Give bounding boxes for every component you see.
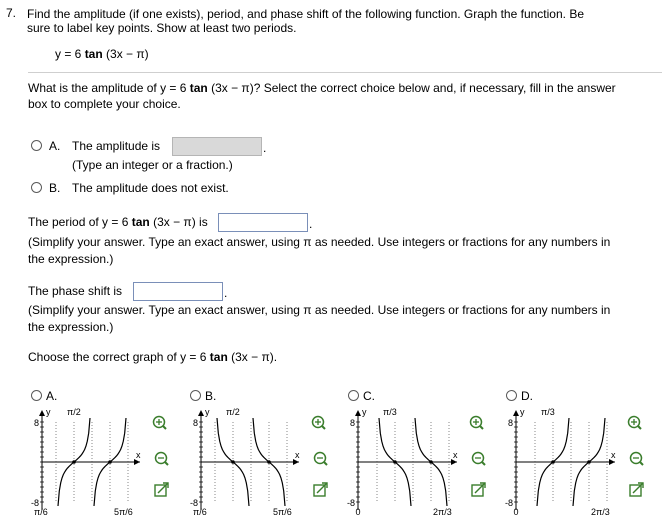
zoom-out-handle bbox=[324, 462, 327, 465]
graph-option-d[interactable] bbox=[503, 402, 653, 524]
phase-input[interactable] bbox=[133, 282, 223, 301]
graph-option-c-radio[interactable] bbox=[348, 390, 359, 401]
zoom-in-handle bbox=[638, 426, 641, 429]
y-axis-arrow bbox=[513, 410, 519, 416]
zoom-in-handle bbox=[163, 426, 166, 429]
divider bbox=[28, 72, 662, 73]
x-left-label: π/6 bbox=[193, 507, 207, 517]
y-axis-label: y bbox=[362, 407, 367, 417]
x-right-label: 2π/3 bbox=[591, 507, 610, 517]
period-prompt bbox=[28, 214, 208, 230]
x-right-label: 5π/6 bbox=[114, 507, 133, 517]
choice-a-hint: (Type an integer or a fraction.) bbox=[72, 158, 233, 172]
graph-option-c-letter: C. bbox=[363, 389, 375, 403]
period-prompt-tan: tan bbox=[131, 215, 150, 229]
choice-b-radio[interactable] bbox=[31, 182, 42, 193]
x-axis-label: x bbox=[136, 450, 141, 460]
key-point bbox=[267, 460, 271, 464]
function-prefix: y = 6 bbox=[55, 47, 85, 61]
key-point bbox=[231, 460, 235, 464]
graph-option-c[interactable] bbox=[345, 402, 495, 524]
period-input[interactable] bbox=[218, 213, 308, 232]
x-axis-label: x bbox=[295, 450, 300, 460]
zoom-out-handle bbox=[165, 462, 168, 465]
graph-option-b-radio[interactable] bbox=[190, 390, 201, 401]
amplitude-input-period: . bbox=[263, 141, 267, 155]
zoom-out-handle bbox=[640, 462, 643, 465]
graph-prompt-tan: tan bbox=[209, 350, 228, 364]
choice-a-letter: A. bbox=[49, 139, 61, 153]
choice-b-text: The amplitude does not exist. bbox=[72, 181, 229, 195]
top-tick-label: π/3 bbox=[383, 407, 397, 417]
key-point bbox=[393, 460, 397, 464]
graph-option-a-radio[interactable] bbox=[31, 390, 42, 401]
y-min-label: -8 bbox=[346, 498, 355, 508]
graph-option-b[interactable] bbox=[187, 402, 337, 524]
phase-hint-line1: (Simplify your answer. Type an exact answer, using π as needed. Use integers or fractions for any numbers in bbox=[28, 303, 611, 317]
choice-a-radio[interactable] bbox=[31, 140, 42, 151]
question-text-line1: Find the amplitude (if one exists), period, and phase shift of the following function. Graph the function. Be bbox=[27, 7, 584, 21]
y-axis-arrow bbox=[39, 410, 45, 416]
y-max-label: 8 bbox=[192, 418, 198, 428]
y-axis-label: y bbox=[46, 407, 51, 417]
function-tan: tan bbox=[84, 47, 103, 61]
y-min-label: -8 bbox=[504, 498, 513, 508]
y-max-label: 8 bbox=[349, 418, 355, 428]
x-axis-label: x bbox=[453, 450, 458, 460]
key-point bbox=[429, 460, 433, 464]
key-point bbox=[551, 460, 555, 464]
zoom-in-handle bbox=[322, 426, 325, 429]
period-hint-line2: the expression.) bbox=[28, 252, 114, 266]
zoom-in-handle bbox=[480, 426, 483, 429]
graph-option-d-letter: D. bbox=[521, 389, 533, 403]
choice-a-text: The amplitude is bbox=[72, 139, 161, 153]
x-left-label: 0 bbox=[513, 507, 519, 517]
graph-prompt bbox=[28, 349, 277, 365]
function-suffix: (3x − π) bbox=[102, 47, 149, 61]
period-prompt-suffix: (3x − π) is bbox=[149, 215, 208, 229]
phase-prompt: The phase shift is bbox=[28, 284, 123, 298]
graph-option-b-letter: B. bbox=[205, 389, 217, 403]
amplitude-prompt-line1 bbox=[28, 80, 616, 96]
x-right-label: 5π/6 bbox=[273, 507, 292, 517]
amplitude-input[interactable] bbox=[172, 137, 262, 156]
y-min-label: -8 bbox=[189, 498, 198, 508]
y-axis-arrow bbox=[355, 410, 361, 416]
x-right-label: 2π/3 bbox=[433, 507, 452, 517]
key-point bbox=[108, 460, 112, 464]
graph-prompt-suffix: (3x − π). bbox=[227, 350, 278, 364]
x-axis-label: x bbox=[611, 450, 616, 460]
question-text-line2: sure to label key points. Show at least two periods. bbox=[27, 21, 297, 35]
top-tick-label: π/2 bbox=[67, 407, 81, 417]
graph-option-a[interactable] bbox=[28, 402, 178, 524]
key-point bbox=[72, 460, 76, 464]
x-left-label: 0 bbox=[355, 507, 361, 517]
y-axis-label: y bbox=[520, 407, 525, 417]
period-hint-line1: (Simplify your answer. Type an exact answer, using π as needed. Use integers or fractions for any numbers in bbox=[28, 235, 611, 249]
key-point bbox=[587, 460, 591, 464]
period-input-period: . bbox=[309, 217, 313, 231]
question-number: 7. bbox=[6, 6, 17, 20]
graph-option-d-radio[interactable] bbox=[506, 390, 517, 401]
phase-hint-line2: the expression.) bbox=[28, 320, 114, 334]
choice-b-letter: B. bbox=[49, 181, 61, 195]
graph-prompt-prefix: Choose the correct graph of y = 6 bbox=[28, 350, 210, 364]
amplitude-prompt-tan: tan bbox=[189, 81, 208, 95]
x-left-label: π/6 bbox=[34, 507, 48, 517]
y-axis-label: y bbox=[205, 407, 210, 417]
function-display bbox=[55, 46, 149, 62]
y-max-label: 8 bbox=[33, 418, 39, 428]
top-tick-label: π/3 bbox=[541, 407, 555, 417]
amplitude-prompt-suffix: (3x − π)? Select the correct choice below and, if necessary, fill in the answer bbox=[207, 81, 616, 95]
zoom-out-handle bbox=[482, 462, 485, 465]
phase-input-period: . bbox=[224, 286, 228, 300]
top-tick-label: π/2 bbox=[226, 407, 240, 417]
amplitude-prompt-prefix: What is the amplitude of y = 6 bbox=[28, 81, 190, 95]
y-axis-arrow bbox=[198, 410, 204, 416]
y-min-label: -8 bbox=[30, 498, 39, 508]
graph-option-a-letter: A. bbox=[46, 389, 58, 403]
period-prompt-prefix: The period of y = 6 bbox=[28, 215, 132, 229]
y-max-label: 8 bbox=[507, 418, 513, 428]
amplitude-prompt-line2: box to complete your choice. bbox=[28, 97, 181, 111]
